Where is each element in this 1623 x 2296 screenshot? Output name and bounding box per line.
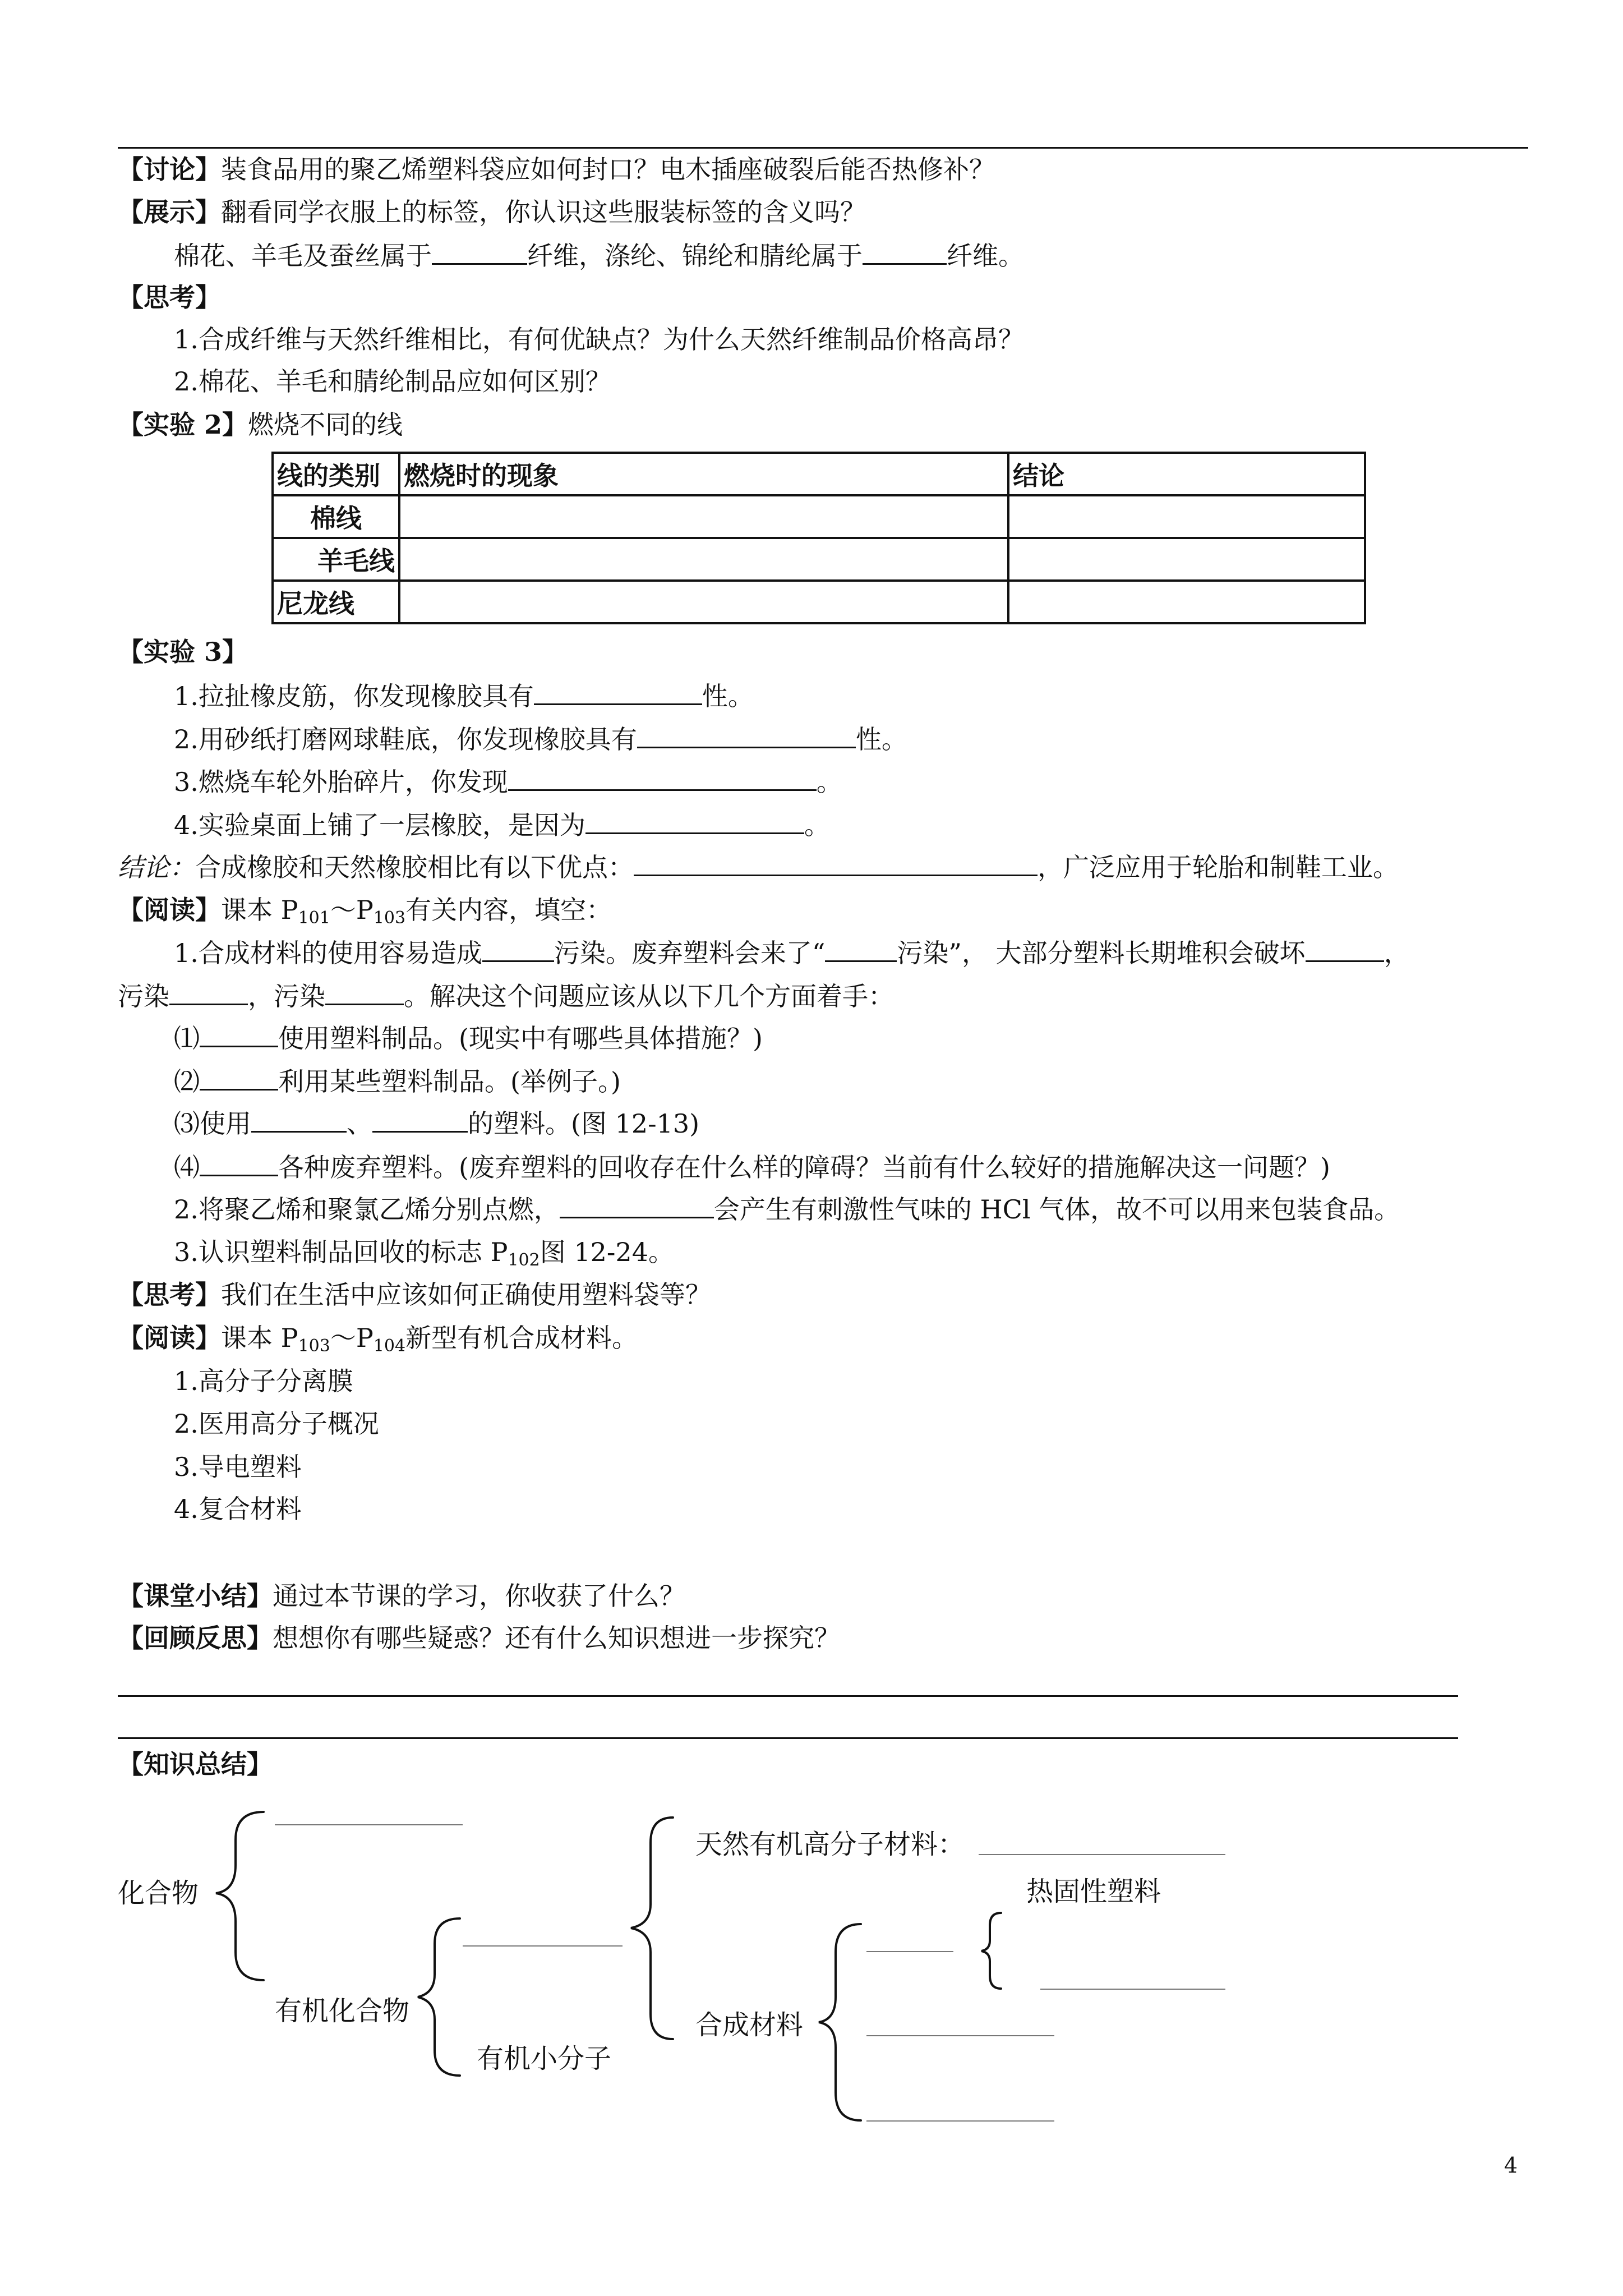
display-text: 翻看同学衣服上的标签，你认识这些服装标签的含义吗？ bbox=[221, 197, 866, 227]
synthetic-brace bbox=[819, 1924, 861, 2120]
knowledge-tag: 【知识总结】 bbox=[118, 1749, 273, 1779]
exp3-item-text: 4.实验桌面上铺了一层橡胶，是因为 bbox=[174, 810, 585, 840]
organic-label: 有机化合物 bbox=[275, 1995, 410, 2027]
read2-tag: 【阅读】 bbox=[118, 1323, 221, 1353]
table-cell-thread: 羊毛线 bbox=[273, 538, 399, 581]
measure-text: ⑶使用 bbox=[174, 1108, 251, 1139]
summary-tag: 【课堂小结】 bbox=[118, 1581, 273, 1611]
think1-tag: 【思考】 bbox=[118, 282, 221, 312]
page-subscript: 102 bbox=[508, 1250, 540, 1270]
exp3-item-suffix: 。 bbox=[816, 767, 842, 797]
measure-num: ⑵ bbox=[174, 1066, 200, 1097]
conclusion-text: 合成橡胶和天然橡胶相比有以下优点： bbox=[195, 852, 634, 882]
read2-text: 新型有机合成材料。 bbox=[405, 1323, 638, 1353]
page-number: 4 bbox=[1504, 2153, 1518, 2178]
conclusion-text-end: ，广泛应用于轮胎和制鞋工业。 bbox=[1038, 852, 1399, 882]
page-subscript: 103 bbox=[373, 908, 406, 928]
read1-text: 2.将聚乙烯和聚氯乙烯分别点燃， bbox=[174, 1194, 560, 1225]
read1-text: 图 12-24。 bbox=[540, 1237, 674, 1267]
read2-item: 2.医用高分子概况 bbox=[174, 1409, 379, 1439]
exp3-tag: 【实验 3】 bbox=[118, 637, 248, 667]
measure-text: 使用塑料制品。(现实中有哪些具体措施？) bbox=[278, 1023, 763, 1053]
read1-text: 污染。废弃塑料会来了“ bbox=[554, 938, 826, 968]
table-header: 结论 bbox=[1008, 453, 1365, 495]
think2-text: 我们在生活中应该如何正确使用塑料袋等？ bbox=[221, 1280, 711, 1310]
exp3-item-text: 1.拉扯橡皮筋，你发现橡胶具有 bbox=[174, 681, 534, 711]
read1-text: 。解决这个问题应该从以下几个方面着手： bbox=[404, 981, 894, 1011]
exp3-item-text: 3.燃烧车轮外胎碎片，你发现 bbox=[174, 767, 508, 797]
measure-text: 、 bbox=[347, 1108, 372, 1139]
read2-item: 1.高分子分离膜 bbox=[174, 1366, 353, 1396]
exp3-item-suffix: 性。 bbox=[702, 681, 754, 711]
read1-text: ， bbox=[1384, 938, 1410, 968]
synthetic-material-label: 合成材料 bbox=[695, 2009, 804, 2041]
thermoset-label: 热固性塑料 bbox=[1026, 1876, 1161, 1907]
read2-text: 课本 P bbox=[221, 1323, 298, 1353]
organic-brace bbox=[418, 1918, 460, 2076]
macromolecule-blank[interactable] bbox=[463, 1945, 623, 1947]
rubber-blank[interactable] bbox=[866, 2120, 1054, 2122]
exp3-item-suffix: 。 bbox=[804, 810, 830, 840]
measure-text: 各种废弃塑料。(废弃塑料的回收存在什么样的障碍？当前有什么较好的措施解决这一问题？) bbox=[278, 1152, 1330, 1182]
small-molecule-label: 有机小分子 bbox=[477, 2043, 612, 2074]
discussion-text: 装食品用的聚乙烯塑料袋应如何封口？电木插座破裂后能否热修补？ bbox=[221, 154, 995, 185]
inorganic-blank[interactable] bbox=[275, 1824, 463, 1825]
table-header: 燃烧时的现象 bbox=[399, 453, 1008, 495]
plastics-blank[interactable] bbox=[866, 1951, 953, 1952]
table-cell-thread: 棉线 bbox=[273, 495, 399, 538]
fiber-text-c: 纤维。 bbox=[947, 241, 1024, 271]
thermoplastic-blank[interactable] bbox=[1040, 1989, 1225, 1990]
reflection-text: 想想你有哪些疑惑？还有什么知识想进一步探究？ bbox=[273, 1623, 840, 1653]
page-subscript: 103 bbox=[298, 1336, 330, 1356]
fiber-blank[interactable] bbox=[866, 2035, 1054, 2036]
read1-text: 有关内容，填空： bbox=[405, 895, 612, 925]
read1-text: 污染 bbox=[118, 981, 169, 1011]
think1-item: 2.棉花、羊毛和腈纶制品应如何区别？ bbox=[174, 366, 611, 397]
reflection-tag: 【回顾反思】 bbox=[118, 1623, 273, 1653]
measure-text: 的塑料。(图 12-13) bbox=[468, 1108, 700, 1139]
discussion-tag: 【讨论】 bbox=[118, 154, 221, 185]
read1-text: 污染”， 大部分塑料长期堆积会破坏 bbox=[897, 938, 1306, 968]
natural-material-blank[interactable] bbox=[979, 1854, 1225, 1855]
exp3-item-text: 2.用砂纸打磨网球鞋底，你发现橡胶具有 bbox=[174, 724, 637, 754]
page-subscript: 104 bbox=[373, 1336, 406, 1356]
table-header: 线的类别 bbox=[273, 453, 399, 495]
read2-text: ～P bbox=[330, 1323, 374, 1353]
measure-text: 利用某些塑料制品。(举例子。) bbox=[278, 1066, 621, 1097]
plastics-brace bbox=[981, 1913, 1001, 1989]
read1-text: 1.合成材料的使用容易造成 bbox=[174, 938, 482, 968]
fiber-text-a: 棉花、羊毛及蚕丝属于 bbox=[174, 241, 432, 271]
read1-text: ，污染 bbox=[248, 981, 325, 1011]
natural-material-label: 天然有机高分子材料： bbox=[695, 1829, 965, 1860]
conclusion-label: 结论： bbox=[118, 852, 195, 882]
read2-item: 3.导电塑料 bbox=[174, 1452, 302, 1482]
measure-num: ⑴ bbox=[174, 1023, 200, 1053]
exp2-tag: 【实验 2】 bbox=[118, 409, 248, 440]
think1-item: 1.合成纤维与天然纤维相比，有何优缺点？为什么天然纤维制品价格高昂？ bbox=[174, 324, 1024, 355]
compound-label: 化合物 bbox=[118, 1878, 199, 1909]
display-tag: 【展示】 bbox=[118, 197, 221, 227]
read1-text: 课本 P bbox=[221, 895, 298, 925]
think2-tag: 【思考】 bbox=[118, 1280, 221, 1310]
read1-tag: 【阅读】 bbox=[118, 895, 221, 925]
table-cell-thread: 尼龙线 bbox=[273, 581, 399, 623]
exp3-item-suffix: 性。 bbox=[855, 724, 907, 754]
compound-brace bbox=[216, 1812, 264, 1980]
read1-text: ～P bbox=[330, 895, 374, 925]
macromolecule-brace bbox=[631, 1818, 673, 2039]
read1-text: 3.认识塑料制品回收的标志 P bbox=[174, 1237, 508, 1267]
page-subscript: 101 bbox=[298, 908, 330, 928]
exp2-title: 燃烧不同的线 bbox=[248, 409, 403, 440]
summary-text: 通过本节课的学习，你收获了什么？ bbox=[273, 1581, 685, 1611]
measure-num: ⑷ bbox=[174, 1152, 200, 1182]
fiber-text-b: 纤维，涤纶、锦纶和腈纶属于 bbox=[527, 241, 863, 271]
read1-text: 会产生有刺激性气味的 HCl 气体，故不可以用来包装食品。 bbox=[713, 1194, 1400, 1225]
read2-item: 4.复合材料 bbox=[174, 1494, 302, 1524]
